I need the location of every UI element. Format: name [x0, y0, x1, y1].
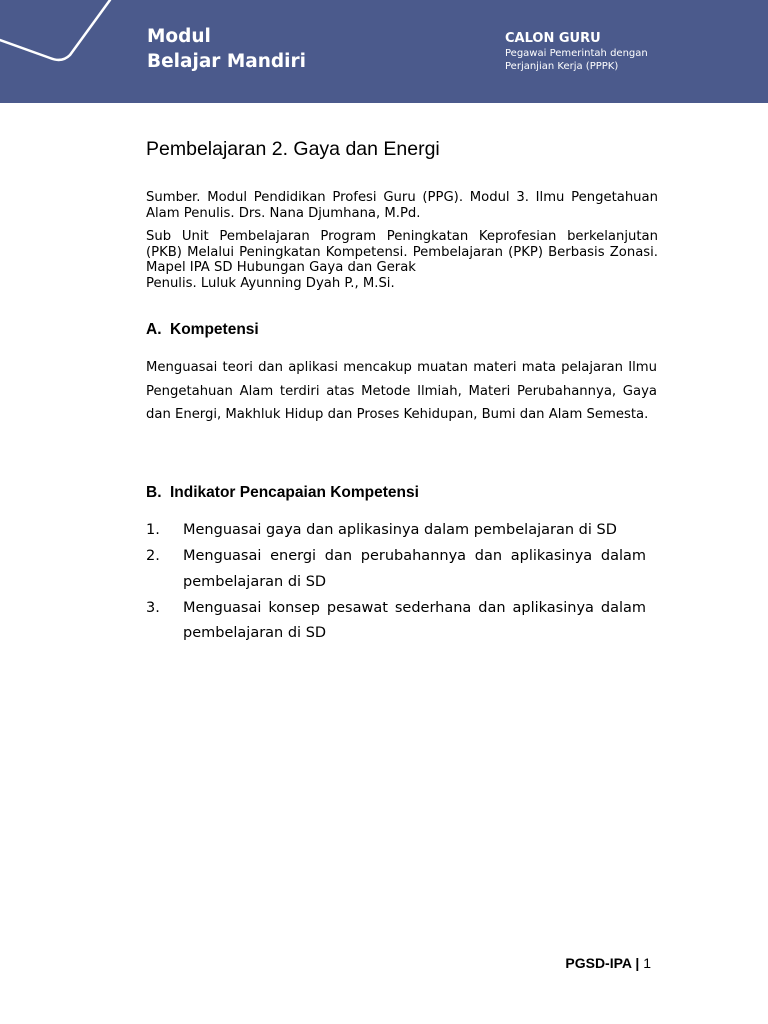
section-a-number: A. — [146, 321, 162, 338]
brand-subtitle — [505, 31, 648, 73]
list-item-number: 1. — [146, 522, 160, 538]
list-item — [146, 544, 646, 595]
list-item — [146, 518, 646, 544]
brand-title — [147, 24, 306, 74]
section-a-text: Menguasai teori dan aplikasi mencakup muatan materi mata pelajaran Ilmu Pengetahuan Alam terdiri atas Metode Ilmiah, Materi Perubahannya, Gaya dan Energi, Makhluk Hidup dan Proses Kehidupan, Bumi dan Alam Semesta. — [146, 360, 657, 422]
brand-line-2: Belajar Mandiri — [147, 51, 306, 72]
list-item-text: Menguasai energi dan perubahannya dan aplikasinya dalam pembelajaran di SD — [183, 548, 646, 590]
section-a-title: Kompetensi — [170, 321, 259, 338]
section-b-number: B. — [146, 484, 162, 501]
list-item-number: 3. — [146, 599, 160, 616]
page-footer — [565, 955, 651, 971]
section-b-heading — [146, 484, 419, 502]
decorative-line-icon — [0, 0, 140, 103]
list-item-text: Menguasai konsep pesawat sederhana dan aplikasinya dalam pembelajaran di SD — [183, 599, 646, 641]
section-b-title: Indikator Pencapaian Kompetensi — [170, 484, 419, 501]
list-item-text: Menguasai gaya dan aplikasinya dalam pembelajaran di SD — [183, 522, 617, 538]
pppk-line-1: Pegawai Pemerintah dengan — [505, 48, 648, 59]
pppk-line-2: Perjanjian Kerja (PPPK) — [505, 61, 619, 72]
calon-guru-label: CALON GURU — [505, 31, 601, 46]
page-number: 1 — [643, 955, 651, 971]
brand-line-1: Modul — [147, 26, 211, 47]
footer-code: PGSD-IPA | — [565, 955, 640, 971]
source-paragraph-2: Sub Unit Pembelajaran Program Peningkatan Keprofesian berkelanjutan (PKB) Melalui Peningkatan Kompetensi. Pembelajaran (PKP) Berbasis Zonasi. Mapel IPA SD Hubungan Gaya dan Gerak — [146, 229, 658, 275]
source-paragraph-3: Penulis. Luluk Ayunning Dyah P., M.Si. — [146, 276, 395, 291]
header-banner — [0, 0, 768, 103]
list-item — [146, 596, 646, 647]
section-a-heading — [146, 321, 259, 339]
source-paragraph-1: Sumber. Modul Pendidikan Profesi Guru (PPG). Modul 3. Ilmu Pengetahuan Alam Penulis. Drs. Nana Djumhana, M.Pd. — [146, 190, 658, 221]
list-item-number: 2. — [146, 548, 160, 564]
page-title: Pembelajaran 2. Gaya dan Energi — [146, 138, 440, 160]
indicator-list — [146, 518, 646, 647]
